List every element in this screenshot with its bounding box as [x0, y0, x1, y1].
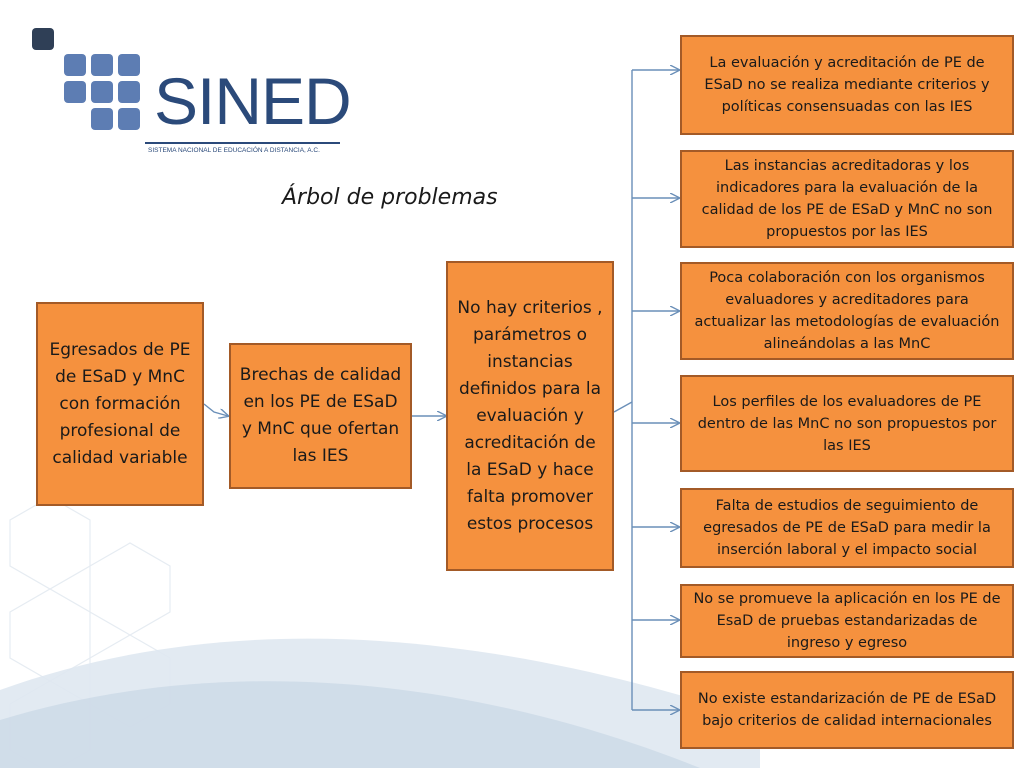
sined-logo	[30, 28, 351, 154]
problem-box	[229, 343, 412, 489]
logo-square	[32, 28, 54, 50]
logo-square	[118, 54, 140, 76]
subcause-box-5	[680, 488, 1014, 568]
logo-square	[118, 108, 140, 130]
logo-square	[64, 81, 86, 103]
subcause-text: La evaluación y acreditación de PE de ESaD no se realiza mediante criterios y políticas consensuadas con las IES	[704, 55, 990, 115]
subcause-box-7	[680, 671, 1014, 749]
subcause-box-2	[680, 150, 1014, 248]
logo-square	[64, 54, 86, 76]
logo-square	[118, 81, 140, 103]
logo-subtitle: SISTEMA NACIONAL DE EDUCACIÓN A DISTANCIA, A.C.	[148, 147, 320, 154]
problem-text: Brechas de calidad en los PE de ESaD y MnC que ofertan las IES	[239, 365, 402, 466]
subcause-text: No se promueve la aplicación en los PE de EsaD de pruebas estandarizadas de ingreso y egreso	[693, 591, 1001, 651]
effect-box	[36, 302, 204, 506]
subcause-text: Las instancias acreditadoras y los indicadores para la evaluación de la calidad de los PE de ESaD y MnC no son propuestos por las IES	[701, 158, 993, 240]
subcause-text: Los perfiles de los evaluadores de PE dentro de las MnC no son propuestos por las IES	[697, 393, 997, 454]
logo-square	[91, 81, 113, 103]
diagram-title: Árbol de problemas	[282, 185, 498, 210]
logo-square	[91, 54, 113, 76]
logo-square	[91, 108, 113, 130]
cause-box	[446, 261, 614, 571]
subcause-box-4	[680, 375, 1014, 472]
effect-text: Egresados de PE de ESaD y MnC con formación profesional de calidad variable	[49, 339, 191, 468]
subcause-box-3	[680, 262, 1014, 360]
subcause-text: Poca colaboración con los organismos evaluadores y acreditadores para actualizar las metodologías de evaluación alineándolas a las MnC	[694, 270, 1000, 352]
subcause-box-1	[680, 35, 1014, 135]
subcause-text: Falta de estudios de seguimiento de egresados de PE de ESaD para medir la inserción laboral y el impacto social	[703, 498, 991, 558]
cause-text: No hay criterios , parámetros o instancias definidos para la evaluación y acreditación de la ESaD y hace falta promover estos procesos	[457, 297, 603, 534]
subcause-text: No existe estandarización de PE de ESaD bajo criterios de calidad internacionales	[697, 691, 997, 729]
logo-wordmark: SINED	[154, 64, 351, 138]
logo-rule	[145, 142, 340, 144]
subcause-box-6	[680, 584, 1014, 658]
